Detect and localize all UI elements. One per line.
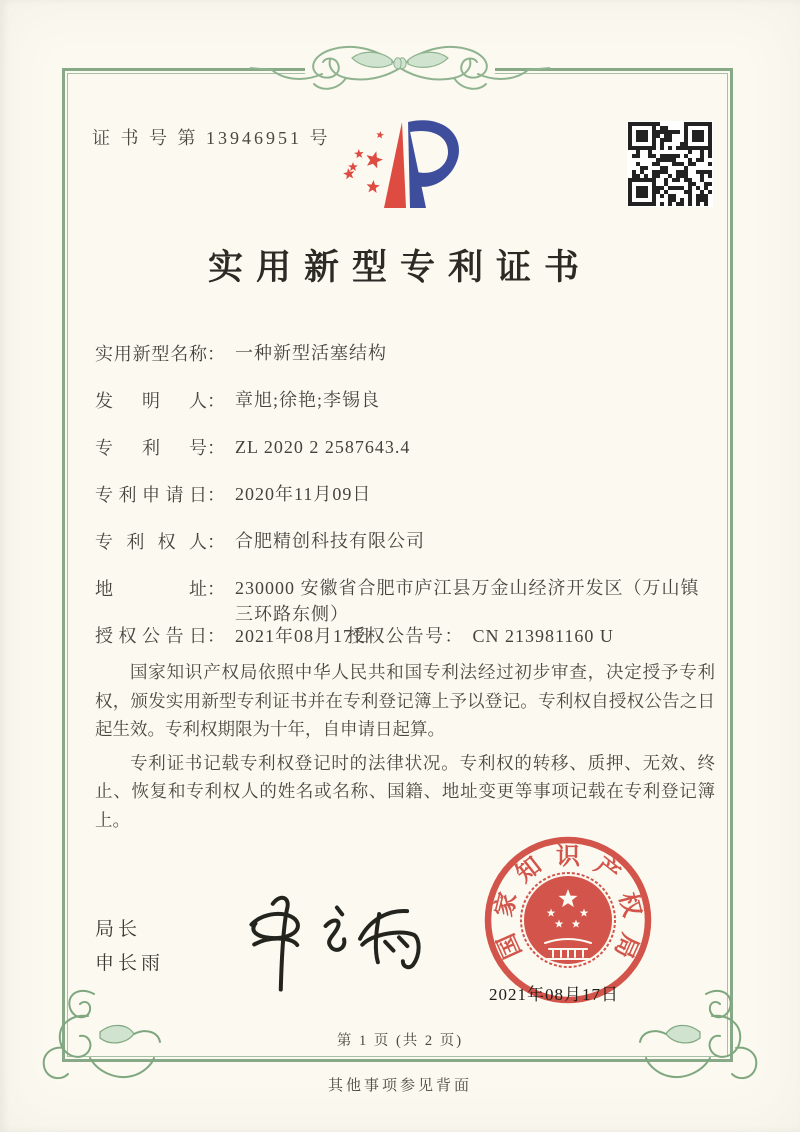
- cnipa-logo-icon: [336, 112, 472, 218]
- page-number: 第 1 页 (共 2 页): [336, 1033, 464, 1049]
- svg-text:识: 识: [556, 844, 580, 870]
- svg-text:家: 家: [491, 890, 523, 920]
- back-side-note: 其他事项参见背面: [327, 1078, 472, 1094]
- field-label: 实用新型名称: [95, 344, 207, 364]
- svg-text:国: 国: [493, 929, 528, 962]
- field-colon: ：: [207, 344, 225, 364]
- qr-code-icon: [627, 121, 713, 207]
- field-value: 2020年11月09日: [235, 484, 372, 504]
- field-row-utility-model-name: [95, 340, 720, 366]
- field-value: 章旭;徐艳;李锡良: [235, 390, 381, 410]
- field-colon: ：: [207, 532, 225, 552]
- svg-text:产: 产: [589, 852, 625, 889]
- field-label: 授权公告日: [95, 626, 207, 646]
- director-signature-icon: [220, 878, 429, 997]
- field-value: ZL 2020 2 2587643.4: [235, 437, 411, 457]
- grant-date-value: 2021年08月17日: [235, 626, 372, 646]
- legal-paragraph-2: 专利证书记载专利权登记时的法律状况。专利权的转移、质押、无效、终止、恢复和专利权人的姓名或名称、国籍、地址变更等事项记载在专利登记簿上。: [95, 752, 715, 830]
- field-row-address: [95, 575, 720, 627]
- field-colon: ：: [207, 626, 225, 646]
- field-row-filing-date: [95, 481, 720, 507]
- director-name: 申长雨: [95, 953, 165, 974]
- legal-paragraph-1: 国家知识产权局依照中华人民共和国专利法经过初步审查，决定授予专利权，颁发实用新型专利证书并在专利登记簿上予以登记。专利权自授权公告之日起生效。专利权期限为十年，自申请日起算。: [95, 662, 715, 739]
- field-label: 地址: [95, 579, 207, 599]
- grant-number-value: CN 213981160 U: [472, 626, 614, 646]
- svg-text:知: 知: [511, 852, 547, 889]
- field-colon: ：: [207, 391, 225, 411]
- field-colon: ：: [207, 579, 225, 599]
- field-row-patentee: [95, 528, 720, 554]
- field-label: 发明人: [95, 391, 207, 411]
- field-row-patent-number: [95, 434, 720, 460]
- field-label: 授权公告号: [347, 626, 445, 646]
- field-label: 专利申请日: [95, 485, 207, 505]
- director-title: 局长: [95, 919, 142, 940]
- field-row-grant: [95, 622, 720, 648]
- field-colon: ：: [444, 626, 463, 646]
- seal-date: 2021年08月17日: [489, 985, 619, 1004]
- certificate-number: 证 书 号 第 13946951 号: [92, 128, 331, 148]
- field-value: 合肥精创科技有限公司: [235, 531, 425, 551]
- legal-text-block: [95, 658, 715, 839]
- field-label: 专利号: [95, 438, 207, 458]
- svg-text:权: 权: [613, 890, 645, 920]
- svg-text:局: 局: [608, 929, 643, 962]
- certificate-title: 实用新型专利证书: [207, 248, 592, 287]
- grant-number-pair: [347, 622, 614, 648]
- field-label: 专利权人: [95, 532, 207, 552]
- field-colon: ：: [207, 485, 225, 505]
- field-value: 230000 安徽省合肥市庐江县万金山经济开发区（万山镇三环路东侧）: [235, 578, 700, 624]
- field-value: 一种新型活塞结构: [235, 343, 387, 363]
- field-colon: ：: [207, 438, 225, 458]
- field-row-inventors: [95, 387, 720, 413]
